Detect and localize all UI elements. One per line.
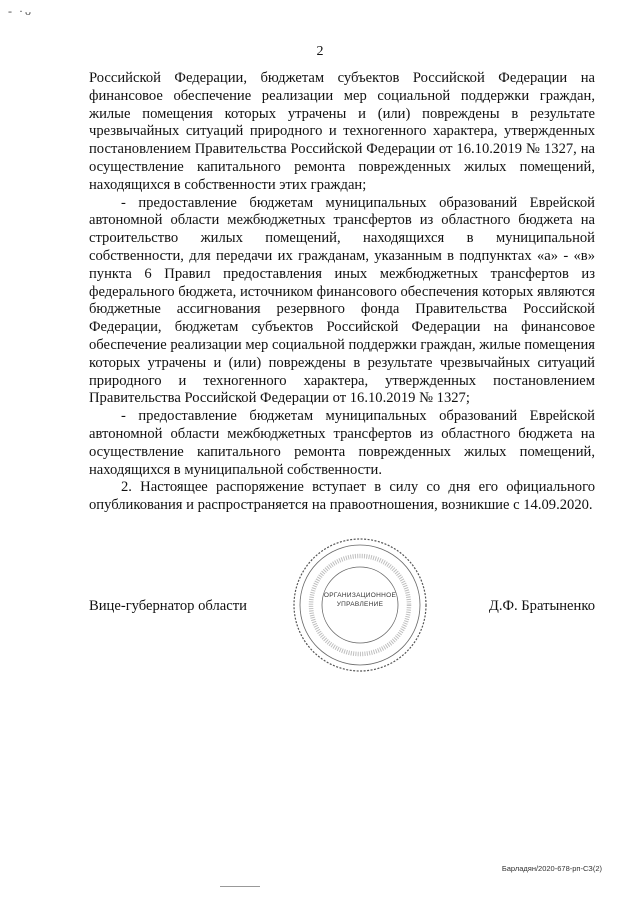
paragraph-effective-date: 2. Настоящее распоряжение вступает в силу со дня его официального опубликования и распространяется на правоотношения, возникшие с 14.09.2020. [89,479,595,514]
seal-center-text: ОРГАНИЗАЦИОННОЕ УПРАВЛЕНИЕ [323,592,397,608]
paragraph-continuation: Российской Федерации, бюджетам субъектов Российской Федерации на финансовое обеспечение реализации мер социальной поддержки граждан, жилые помещения которых утрачены и (или) повреждены в результате чрезвычайных ситуаций природного и техногенного характера, утвержденных постановлением Правительства Российской Федерации от 16.10.2019 № 1327, на осуществление капитального ремонта поврежденных жилых помещений, находящихся в собственности этих граждан; [89,70,595,193]
signature-block [89,598,595,622]
scan-artifact: - ·ᴗ [8,4,33,18]
paragraph-repair: - предоставление бюджетам муниципальных образований Еврейской автономной области межбюджетных трансфертов из областного бюджета на осуществление капитального ремонта поврежденных жилых помещений, находящихся в муниципальной собственности. [89,408,595,478]
page-number: 2 [316,44,324,59]
signatory-position: Вице-губернатор области [89,598,247,614]
document-registration-code: Барладян/2020-678-рп-СЗ(2) [501,864,602,873]
signatory-name: Д.Ф. Братыненко [488,598,595,614]
document-body [89,70,595,515]
footer-divider [220,886,260,887]
paragraph-construction: - предоставление бюджетам муниципальных образований Еврейской автономной области межбюджетных трансфертов из областного бюджета на строительство жилых помещений, находящихся в муниципальной собственности, для передачи их гражданам, указанным в подпунктах «а» - «в» пункта 6 Правил предоставления иных межбюджетных трансфертов из федерального бюджета, источником финансового обеспечения которых являются бюджетные ассигнования резервного фонда Правительства Российской Федерации, бюджетам субъектов Российской Федерации на финансовое обеспечение реализации мер социальной поддержки граждан, жилые помещения которых утрачены и (или) повреждены в результате чрезвычайных ситуаций природного и техногенного характера, утвержденных постановлением Правительства Российской Федерации от 16.10.2019 № 1327; [89,194,595,407]
